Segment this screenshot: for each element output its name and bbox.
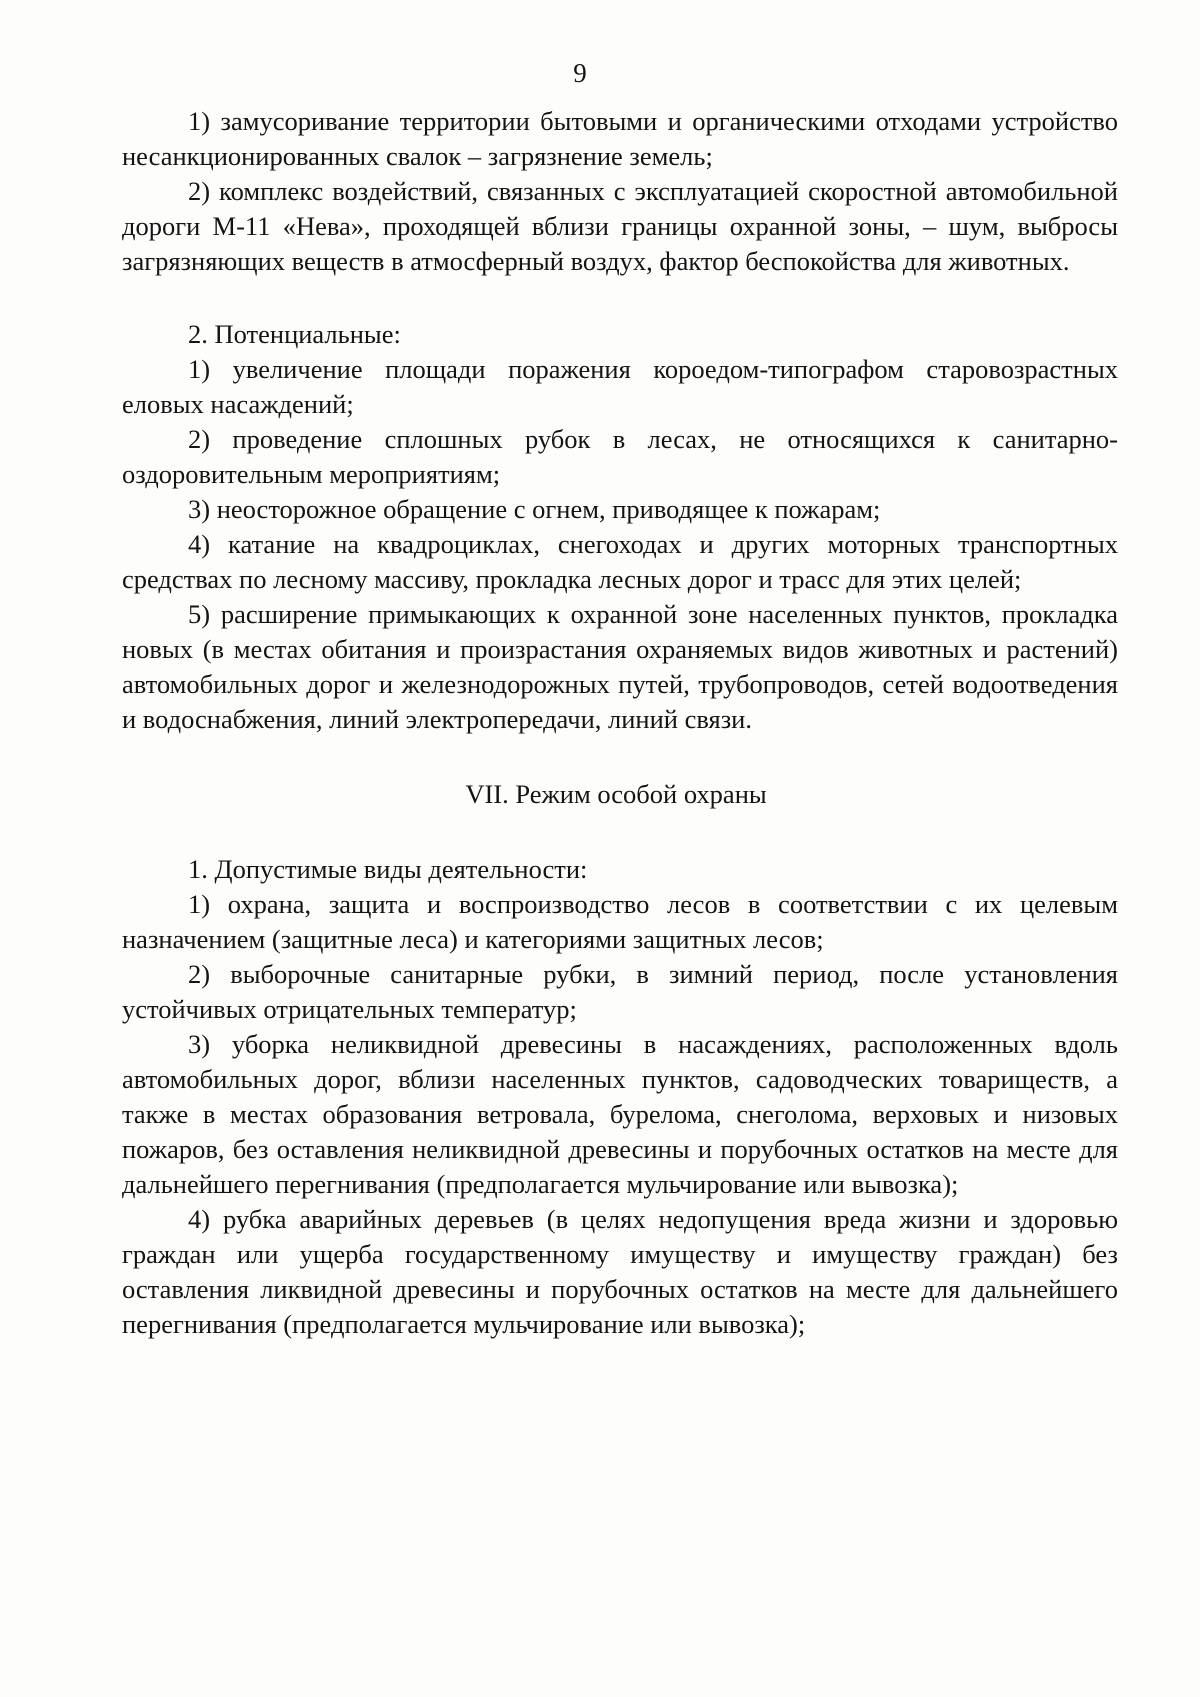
document-body xyxy=(122,104,1118,1342)
paragraph-current-impact-1: 1) замусоривание территории бытовыми и органическими отходами устройство несанкционированных свалок – загрязнение земель; xyxy=(122,106,1118,171)
spacer xyxy=(122,279,1118,317)
page-number: 9 xyxy=(573,58,587,88)
spacer xyxy=(122,812,1118,852)
paragraph-allowed-3: 3) уборка неликвидной древесины в насаждениях, расположенных вдоль автомобильных дорог, вблизи населенных пунктов, садоводческих товариществ, а также в местах образования ветровала, бурелома, снеголома, верховых и низовых пожаров, без оставления неликвидной древесины и порубочных остатков на месте для дальнейшего перегнивания (предполагается мульчирование или вывозка); xyxy=(122,1029,1118,1199)
paragraph-potential-3: 3) неосторожное обращение с огнем, приводящее к пожарам; xyxy=(188,494,881,524)
allowed-activities-title: 1. Допустимые виды деятельности: xyxy=(188,854,588,884)
paragraph-allowed-2: 2) выборочные санитарные рубки, в зимний период, после установления устойчивых отрицательных температур; xyxy=(122,959,1118,1024)
section-heading: VII. Режим особой охраны xyxy=(465,779,767,809)
paragraph-potential-4: 4) катание на квадроциклах, снегоходах и других моторных транспортных средствах по лесному массиву, прокладка лесных дорог и трасс для этих целей; xyxy=(122,529,1118,594)
spacer xyxy=(122,737,1118,777)
paragraph-potential-1: 1) увеличение площади поражения короедом-типографом старовозрастных еловых насаждений; xyxy=(122,354,1118,419)
paragraph-potential-5: 5) расширение примыкающих к охранной зоне населенных пунктов, прокладка новых (в местах обитания и произрастания охраняемых видов животных и растений) автомобильных дорог и железнодорожных путей, трубопроводов, сетей водоотведения и водоснабжения, линий электропередачи, линий связи. xyxy=(122,599,1118,734)
paragraph-allowed-1: 1) охрана, защита и воспроизводство лесов в соответствии с их целевым назначением (защитные леса) и категориями защитных лесов; xyxy=(122,889,1118,954)
paragraph-potential-2: 2) проведение сплошных рубок в лесах, не относящихся к санитарно-оздоровительным мероприятиям; xyxy=(122,424,1118,489)
paragraph-allowed-4: 4) рубка аварийных деревьев (в целях недопущения вреда жизни и здоровью граждан или ущерба государственному имуществу и имуществу граждан) без оставления ликвидной древесины и порубочных остатков на месте для дальнейшего перегнивания (предполагается мульчирование или вывозка); xyxy=(122,1204,1118,1339)
paragraph-current-impact-2: 2) комплекс воздействий, связанных с эксплуатацией скоростной автомобильной дороги М-11 «Нева», проходящей вблизи границы охранной зоны, – шум, выбросы загрязняющих веществ в атмосферный воздух, фактор беспокойства для животных. xyxy=(122,176,1118,276)
potential-impacts-title: 2. Потенциальные: xyxy=(188,319,401,349)
